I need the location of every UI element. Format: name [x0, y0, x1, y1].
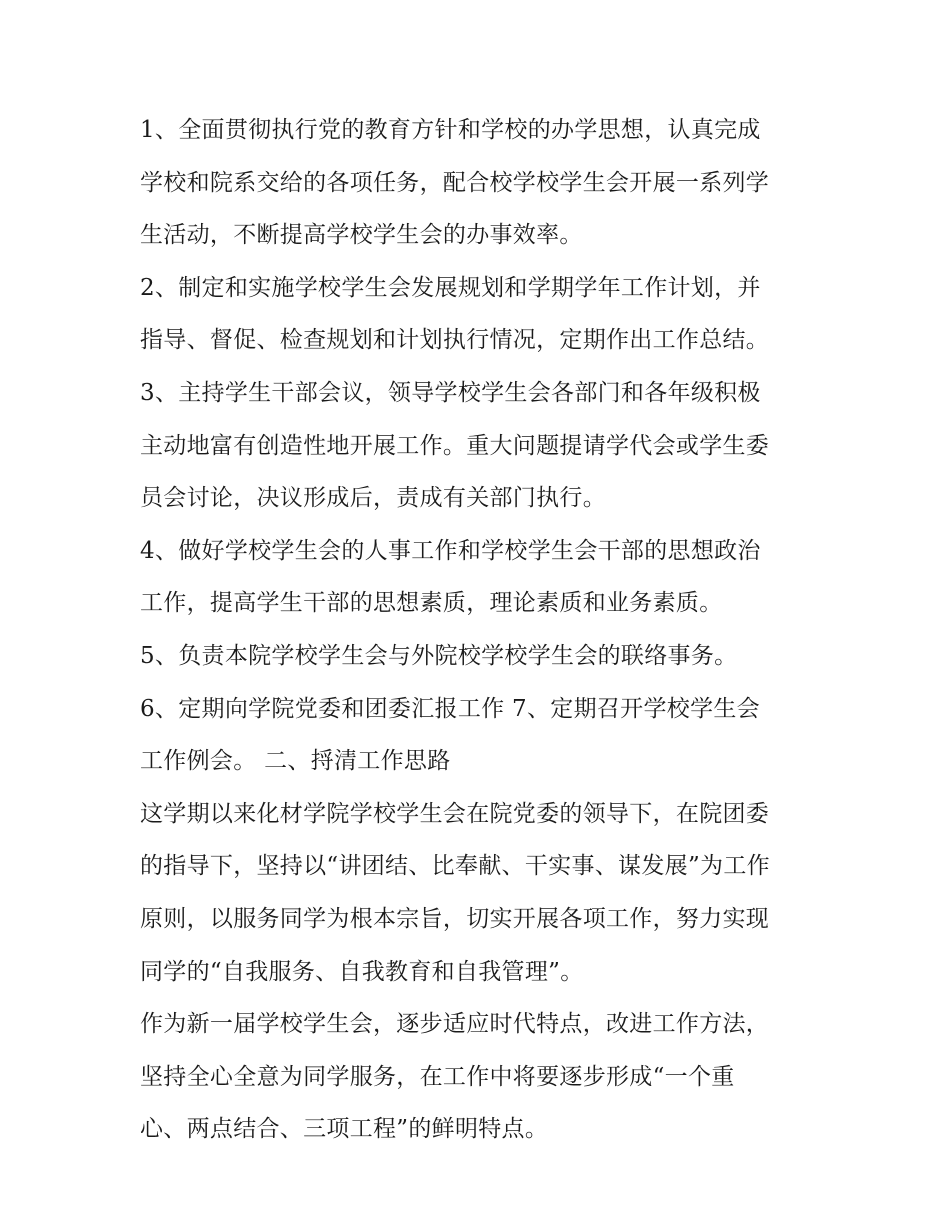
text-line: 4、做好学校学生会的人事工作和学校学生会干部的思想政治	[140, 537, 761, 564]
text-line: 工作，提高学生干部的思想素质，理论素质和业务素质。	[140, 590, 723, 617]
text-line: 3、主持学生干部会议，领导学校学生会各部门和各年级积极	[140, 379, 761, 406]
text-line: 主动地富有创造性地开展工作。重大问题提请学代会或学生委	[140, 432, 770, 459]
text-line: 同学的“自我服务、自我教育和自我管理”。	[140, 958, 584, 985]
text-line: 工作例会。 二、捋清工作思路	[140, 748, 451, 775]
text-line: 员会讨论，决议形成后，责成有关部门执行。	[140, 485, 606, 512]
text-line: 坚持全心全意为同学服务，在工作中将要逐步形成“一个重	[140, 1063, 735, 1090]
text-line: 心、两点结合、三项工程”的鲜明特点。	[140, 1116, 549, 1143]
text-line: 原则，以服务同学为根本宗旨，切实开展各项工作，努力实现	[140, 905, 770, 932]
text-line: 作为新一届学校学生会，逐步适应时代特点，改进工作方法，	[140, 1011, 770, 1038]
text-line: 指导、督促、检查规划和计划执行情况，定期作出工作总结。	[140, 327, 770, 354]
document-body	[140, 104, 820, 1156]
text-line: 生活动，不断提高学校学生会的办事效率。	[140, 222, 583, 249]
text-line: 2、制定和实施学校学生会发展规划和学期学年工作计划，并	[140, 274, 761, 301]
text-line: 学校和院系交给的各项任务，配合校学校学生会开展一系列学	[140, 169, 770, 196]
text-line: 1、全面贯彻执行党的教育方针和学校的办学思想，认真完成	[140, 117, 761, 143]
text-line: 6、定期向学院党委和团委汇报工作 7、定期召开学校学生会	[140, 695, 760, 722]
text-line: 的指导下，坚持以“讲团结、比奉献、干实事、谋发展”为工作	[140, 853, 770, 880]
text-line: 5、负责本院学校学生会与外院校学校学生会的联络事务。	[140, 642, 738, 669]
text-line: 这学期以来化材学院学校学生会在院党委的领导下，在院团委	[140, 800, 770, 827]
